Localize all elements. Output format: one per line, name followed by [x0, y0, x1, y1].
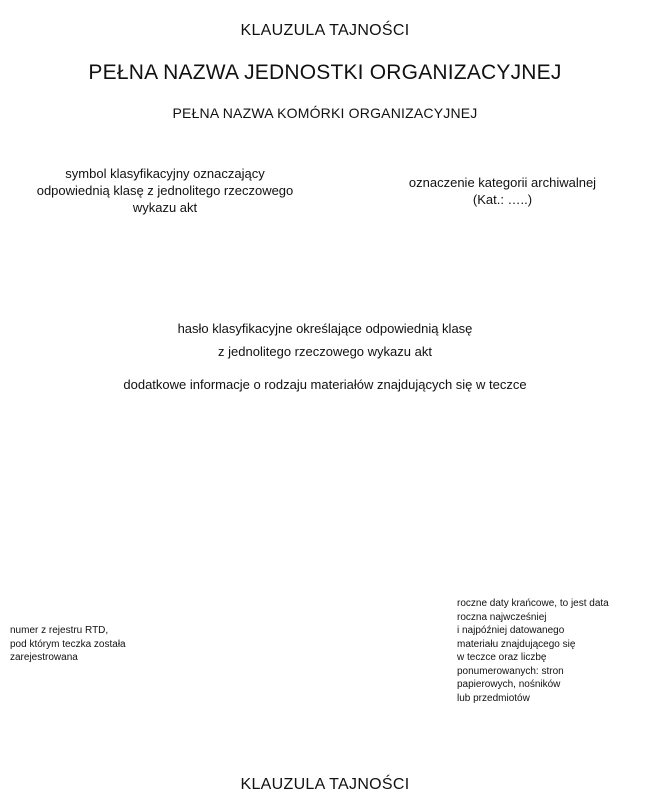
annual-dates-line: materiału znajdującego się — [457, 638, 576, 650]
annual-dates-line: ponumerowanych: stron — [457, 665, 564, 677]
annual-dates-line: i najpóźniej datowanego — [457, 625, 565, 636]
rtd-number-line: numer z rejestru RTD, — [10, 625, 109, 636]
classification-clause-top: KLAUZULA TAJNOŚCI — [240, 22, 410, 39]
classification-symbol-block — [20, 165, 310, 216]
classification-symbol-line: odpowiednią klasę z jednolitego rzeczowego — [36, 183, 294, 198]
rtd-number-line: zarejestrowana — [10, 652, 78, 663]
annual-dates-line: roczna najwcześniej — [457, 611, 547, 623]
classification-clause-bottom: KLAUZULA TAJNOŚCI — [240, 776, 410, 793]
classification-password-line: z jednolitego rzeczowego wykazu akt — [218, 344, 432, 359]
annual-date-range-block — [457, 597, 647, 705]
classification-password-block — [0, 317, 650, 363]
classification-symbol-line: symbol klasyfikacyjny oznaczający — [65, 166, 265, 181]
archive-category-block — [395, 174, 610, 208]
annual-dates-line: papierowych, nośników — [457, 679, 561, 690]
classification-password-line: hasło klasyfikacyjne określające odpowiednią klasę — [177, 321, 473, 336]
archive-category-line: (Kat.: …..) — [472, 192, 533, 207]
archive-category-line: oznaczenie kategorii archiwalnej — [408, 175, 597, 190]
classification-symbol-line: wykazu akt — [132, 200, 198, 215]
annual-dates-line: roczne daty krańcowe, to jest data — [457, 598, 609, 609]
rtd-number-line: pod którym teczka została — [10, 638, 126, 650]
rtd-register-number-block — [10, 624, 210, 665]
annual-dates-line: lub przedmiotów — [457, 692, 530, 704]
additional-materials-info: dodatkowe informacje o rodzaju materiałów znajdujących się w teczce — [123, 377, 527, 392]
annual-dates-line: w teczce oraz liczbę — [457, 652, 547, 663]
organizational-unit-name: PEŁNA NAZWA JEDNOSTKI ORGANIZACYJNEJ — [88, 61, 562, 84]
organizational-cell-name: PEŁNA NAZWA KOMÓRKI ORGANIZACYJNEJ — [172, 105, 478, 121]
